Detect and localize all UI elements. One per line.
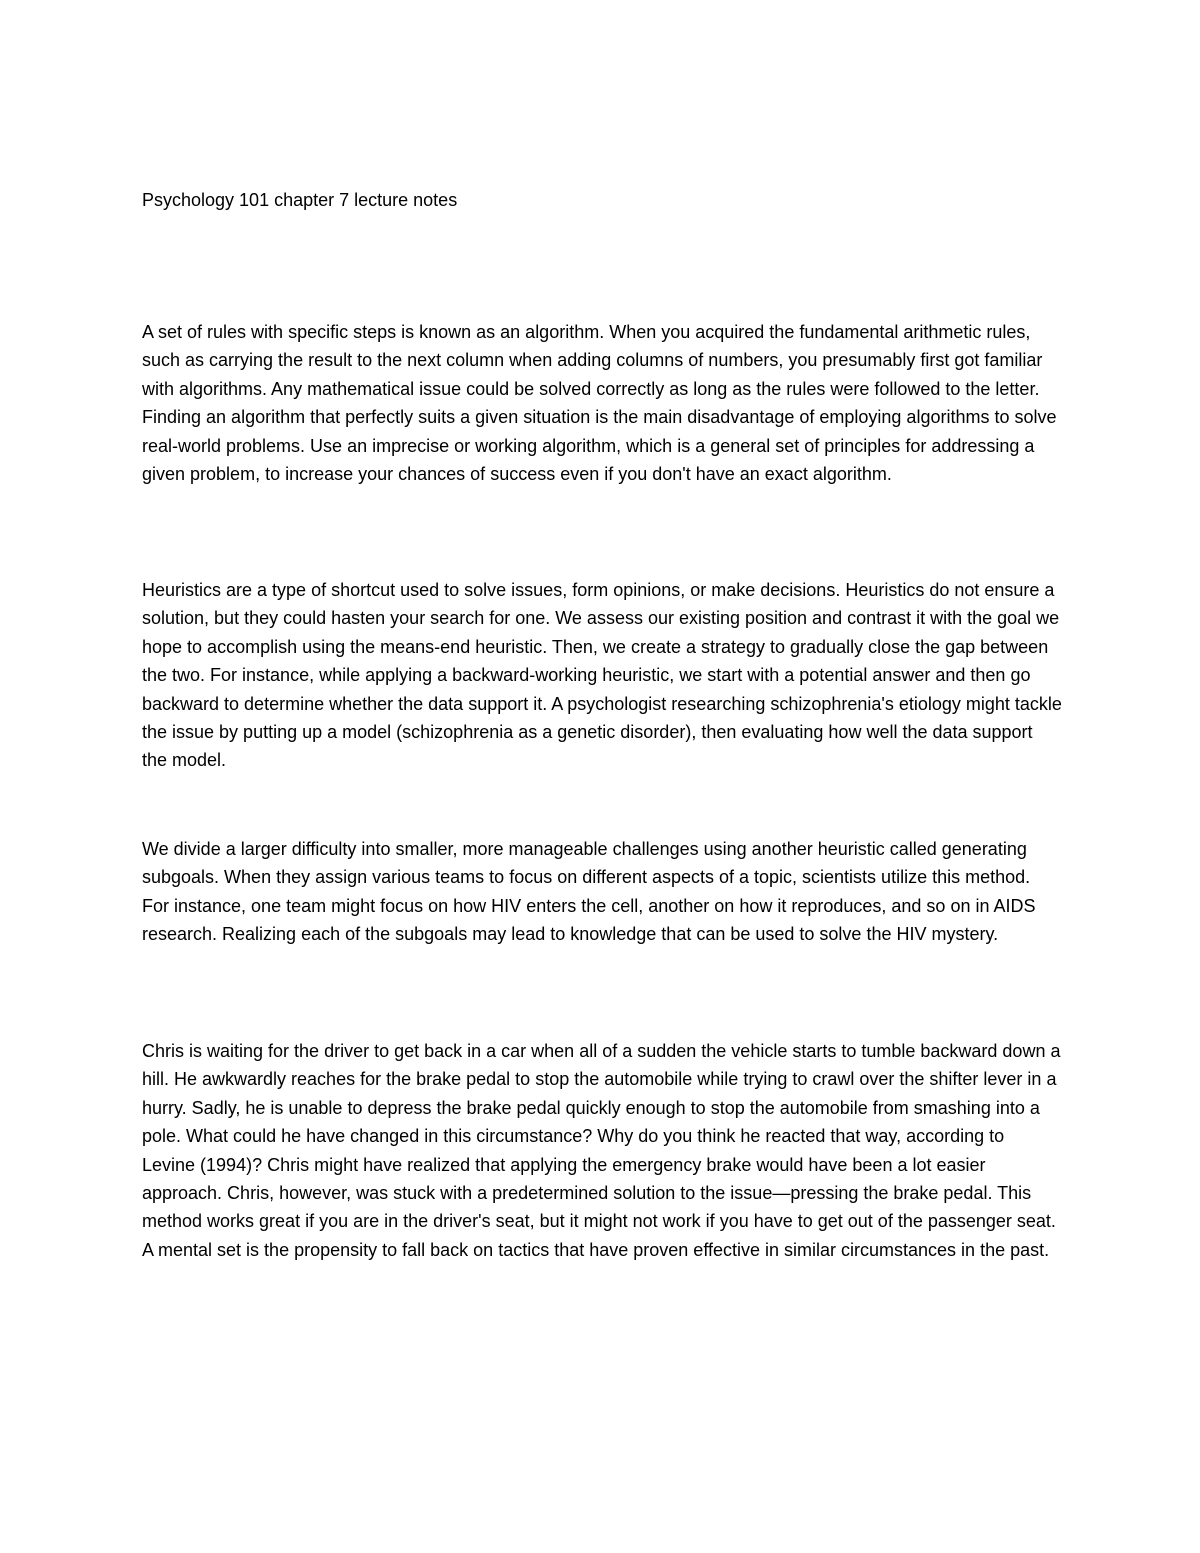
- paragraph-algorithms: A set of rules with specific steps is known as an algorithm. When you acquired the fundamental arithmetic rules, such as carrying the result to the next column when adding columns of numbers, you presumably first got familiar with algorithms. Any mathematical issue could be solved correctly as long as the rules were followed to the letter. Finding an algorithm that perfectly suits a given situation is the main disadvantage of employing algorithms to solve real-world problems. Use an imprecise or working algorithm, which is a general set of principles for addressing a given problem, to increase your chances of success even if you don't have an exact algorithm.: [142, 322, 1057, 485]
- document-title: Psychology 101 chapter 7 lecture notes: [142, 190, 458, 210]
- paragraph-mental-set: Chris is waiting for the driver to get back in a car when all of a sudden the vehicle starts to tumble backward down a hill. He awkwardly reaches for the brake pedal to stop the automobile while trying to crawl over the shifter lever in a hurry. Sadly, he is unable to depress the brake pedal quickly enough to stop the automobile from smashing into a pole. What could he have changed in this circumstance? Why do you think he reacted that way, according to Levine (1994)? Chris might have realized that applying the emergency brake would have been a lot easier approach. Chris, however, was stuck with a predetermined solution to the issue—pressing the brake pedal. This method works great if you are in the driver's seat, but it might not work if you have to get out of the passenger seat. A mental set is the propensity to fall back on tactics that have proven effective in similar circumstances in the past.: [142, 1041, 1061, 1260]
- paragraph-heuristics: Heuristics are a type of shortcut used to solve issues, form opinions, or make decisions. Heuristics do not ensure a solution, but they could hasten your search for one. We assess our existing position and contrast it with the goal we hope to accomplish using the means-end heuristic. Then, we create a strategy to gradually close the gap between the two. For instance, while applying a backward-working heuristic, we start with a potential answer and then go backward to determine whether the data support it. A psychologist researching schizophrenia's etiology might tackle the issue by putting up a model (schizophrenia as a genetic disorder), then evaluating how well the data support the model.: [142, 580, 1062, 771]
- paragraph-subgoals: We divide a larger difficulty into smaller, more manageable challenges using another heuristic called generating subgoals. When they assign various teams to focus on different aspects of a topic, scientists utilize this method. For instance, one team might focus on how HIV enters the cell, another on how it reproduces, and so on in AIDS research. Realizing each of the subgoals may lead to knowledge that can be used to solve the HIV mystery.: [142, 839, 1036, 945]
